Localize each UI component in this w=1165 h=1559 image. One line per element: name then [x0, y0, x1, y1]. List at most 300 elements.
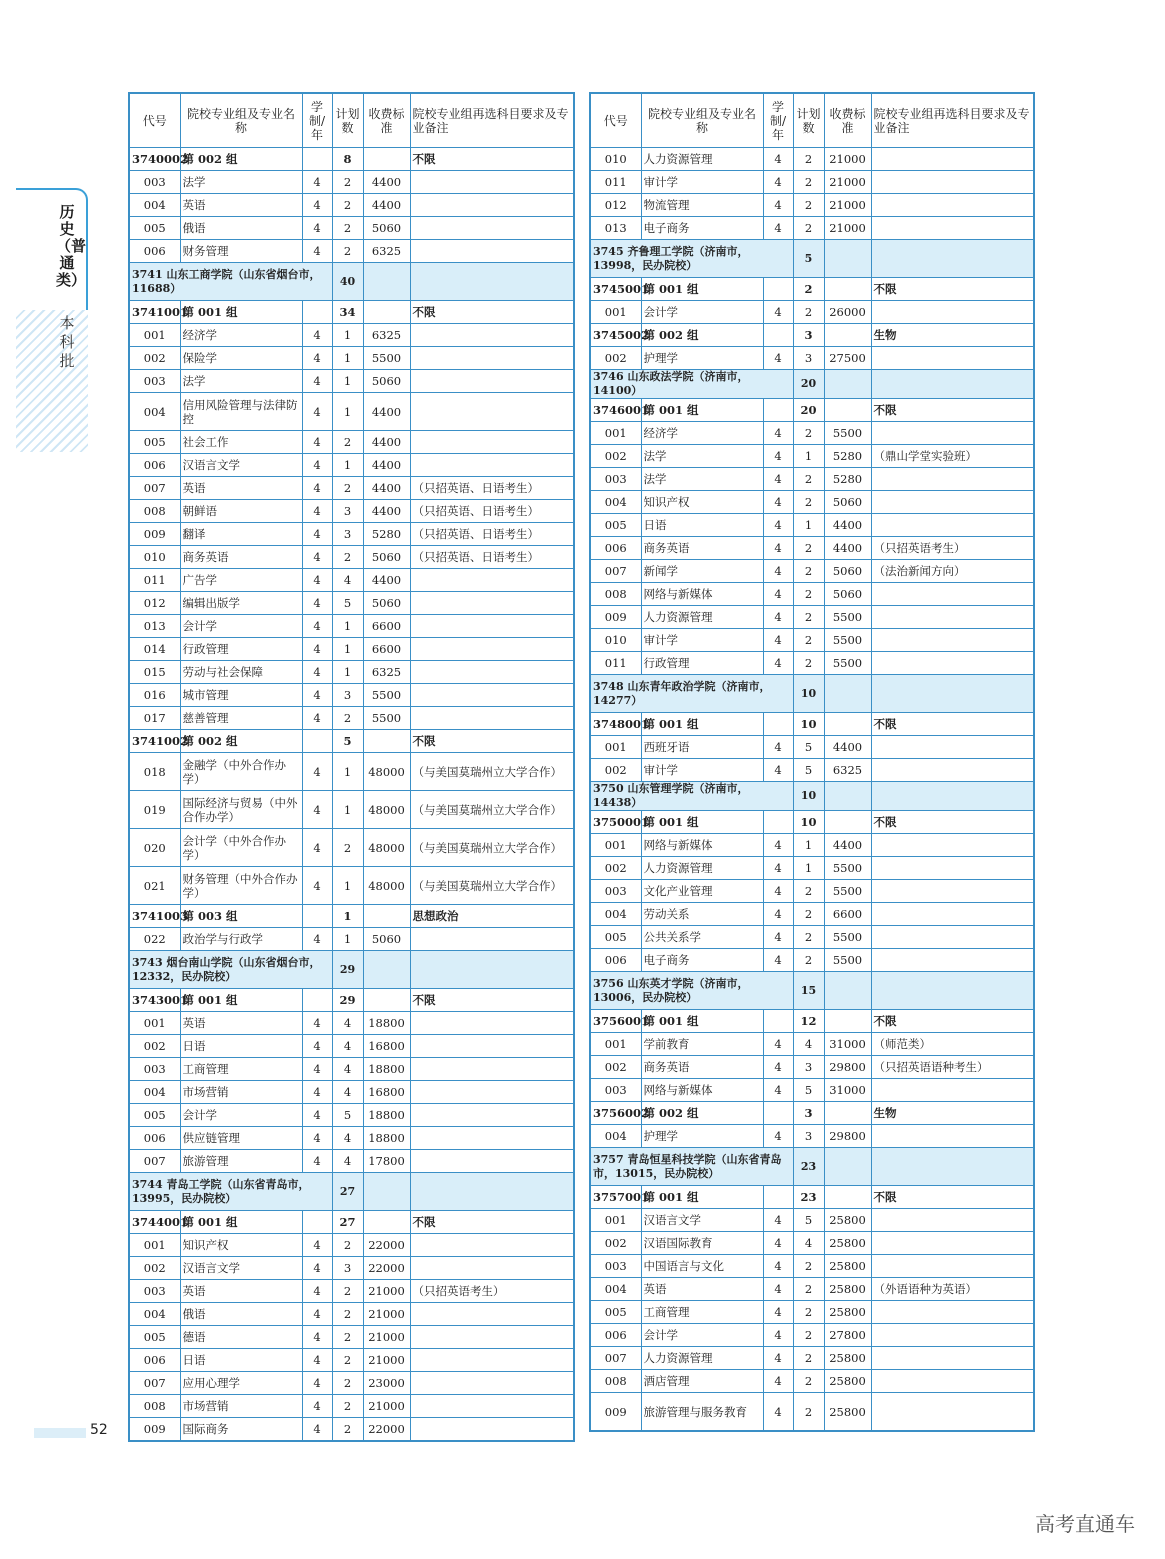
major-row: [590, 1125, 1034, 1148]
major-row: [590, 468, 1034, 491]
note-cell: [410, 454, 574, 477]
plan-cell: 2: [793, 278, 824, 301]
name-cell: 信用风险管理与法律防控: [180, 393, 302, 431]
major-row: [129, 1280, 574, 1303]
years-cell: 4: [763, 1209, 793, 1232]
major-row: [590, 537, 1034, 560]
plan-cell: 2: [332, 1349, 363, 1372]
note-cell: [871, 857, 1034, 880]
major-row: [590, 1079, 1034, 1102]
major-row: [590, 1347, 1034, 1370]
code-cell: 003: [590, 880, 641, 903]
note-cell: [871, 1347, 1034, 1370]
name-cell: 工商管理: [180, 1058, 302, 1081]
note-cell: [410, 1127, 574, 1150]
header-fee: 收费标准: [363, 93, 410, 148]
plan-cell: 2: [332, 829, 363, 867]
fee-cell: [824, 1102, 871, 1125]
note-cell: [410, 1035, 574, 1058]
major-row: [129, 829, 574, 867]
plan-cell: 2: [793, 652, 824, 675]
note-cell: [871, 949, 1034, 972]
years-cell: 4: [763, 857, 793, 880]
name-cell: 网络与新媒体: [641, 1079, 763, 1102]
header-plan: 计划数: [332, 93, 363, 148]
plan-cell: 2: [332, 707, 363, 730]
note-cell: 生物: [871, 324, 1034, 347]
years-cell: 4: [302, 1127, 332, 1150]
school-empty: [871, 675, 1034, 713]
years-cell: 4: [763, 468, 793, 491]
major-row: [129, 171, 574, 194]
years-cell: 4: [763, 1347, 793, 1370]
years-cell: 4: [302, 638, 332, 661]
school-empty: [824, 675, 871, 713]
major-row: [590, 1033, 1034, 1056]
header-years: 学制/年: [763, 93, 793, 148]
plan-cell: 4: [793, 1232, 824, 1255]
plan-cell: 3: [332, 523, 363, 546]
major-row: [590, 880, 1034, 903]
fee-cell: 5500: [824, 629, 871, 652]
side-tab-batch: 本科批: [59, 314, 75, 370]
note-cell: [871, 583, 1034, 606]
major-row: [590, 629, 1034, 652]
major-row: [129, 791, 574, 829]
years-cell: 4: [302, 477, 332, 500]
major-row: [129, 684, 574, 707]
note-cell: [410, 1395, 574, 1418]
years-cell: [763, 324, 793, 347]
group-row: [590, 1186, 1034, 1209]
fee-cell: 4400: [363, 431, 410, 454]
note-cell: [410, 1418, 574, 1442]
years-cell: 4: [302, 347, 332, 370]
major-row: [590, 1278, 1034, 1301]
name-cell: 网络与新媒体: [641, 834, 763, 857]
plan-cell: 23: [793, 1186, 824, 1209]
code-cell: 012: [590, 194, 641, 217]
years-cell: [763, 1010, 793, 1033]
name-cell: 第 001 组: [180, 989, 302, 1012]
fee-cell: 5280: [363, 523, 410, 546]
code-cell: 006: [129, 454, 180, 477]
fee-cell: 5280: [824, 468, 871, 491]
plan-cell: 20: [793, 399, 824, 422]
code-cell: 007: [590, 560, 641, 583]
years-cell: [763, 278, 793, 301]
code-cell: 3756002: [590, 1102, 641, 1125]
plan-cell: 2: [793, 468, 824, 491]
note-cell: （法治新闻方向）: [871, 560, 1034, 583]
plan-cell: 2: [332, 1234, 363, 1257]
name-cell: 知识产权: [641, 491, 763, 514]
plan-cell: 2: [793, 1301, 824, 1324]
note-cell: [410, 1234, 574, 1257]
name-cell: 会计学: [180, 615, 302, 638]
years-cell: 4: [302, 592, 332, 615]
major-row: [129, 615, 574, 638]
plan-cell: 2: [793, 880, 824, 903]
code-cell: 006: [129, 240, 180, 263]
plan-cell: 2: [793, 1324, 824, 1347]
name-cell: 日语: [180, 1035, 302, 1058]
fee-cell: 5060: [824, 491, 871, 514]
plan-cell: 2: [332, 194, 363, 217]
plan-cell: 3: [793, 324, 824, 347]
major-row: [590, 1255, 1034, 1278]
major-row: [129, 500, 574, 523]
major-row: [590, 1209, 1034, 1232]
group-row: [129, 301, 574, 324]
major-row: [590, 301, 1034, 324]
major-row: [129, 240, 574, 263]
group-row: [590, 1102, 1034, 1125]
fee-cell: [363, 301, 410, 324]
name-cell: 英语: [180, 1012, 302, 1035]
code-cell: 006: [590, 1324, 641, 1347]
code-cell: 001: [590, 834, 641, 857]
fee-cell: 17800: [363, 1150, 410, 1173]
plan-cell: 1: [332, 928, 363, 951]
plan-cell: 2: [332, 1418, 363, 1442]
name-cell: 英语: [180, 1280, 302, 1303]
plan-cell: 1: [332, 638, 363, 661]
fee-cell: 21000: [824, 171, 871, 194]
name-cell: 俄语: [180, 217, 302, 240]
code-cell: 006: [129, 1127, 180, 1150]
plan-cell: 1: [332, 454, 363, 477]
school-empty: [824, 782, 871, 811]
note-cell: [871, 301, 1034, 324]
note-cell: [871, 468, 1034, 491]
header-note: 院校专业组再选科目要求及专业备注: [410, 93, 574, 148]
plan-cell: 4: [332, 1081, 363, 1104]
code-cell: 006: [129, 1349, 180, 1372]
fee-cell: 5500: [363, 707, 410, 730]
name-cell: 法学: [180, 171, 302, 194]
major-row: [129, 661, 574, 684]
code-cell: 017: [129, 707, 180, 730]
note-cell: [410, 171, 574, 194]
note-cell: [410, 661, 574, 684]
fee-cell: 18800: [363, 1127, 410, 1150]
major-row: [129, 431, 574, 454]
note-cell: （只招英语、日语考生）: [410, 546, 574, 569]
code-cell: 009: [590, 606, 641, 629]
note-cell: [410, 370, 574, 393]
years-cell: 4: [302, 791, 332, 829]
years-cell: [763, 399, 793, 422]
school-empty: [871, 1148, 1034, 1186]
school-empty: [410, 1173, 574, 1211]
major-row: [129, 1081, 574, 1104]
name-cell: 朝鲜语: [180, 500, 302, 523]
years-cell: 4: [302, 324, 332, 347]
name-cell: 商务英语: [641, 1056, 763, 1079]
plan-cell: 5: [793, 736, 824, 759]
name-cell: 俄语: [180, 1303, 302, 1326]
note-cell: 不限: [410, 148, 574, 171]
school-empty: [363, 263, 410, 301]
name-cell: 法学: [641, 445, 763, 468]
fee-cell: 6325: [363, 240, 410, 263]
note-cell: 不限: [871, 811, 1034, 834]
note-cell: [410, 324, 574, 347]
years-cell: 4: [302, 867, 332, 905]
code-cell: 002: [590, 1232, 641, 1255]
name-cell: 第 001 组: [641, 399, 763, 422]
note-cell: [871, 1232, 1034, 1255]
years-cell: 4: [763, 1370, 793, 1393]
fee-cell: [363, 989, 410, 1012]
major-row: [129, 928, 574, 951]
fee-cell: 25800: [824, 1209, 871, 1232]
code-cell: 3745002: [590, 324, 641, 347]
code-cell: 012: [129, 592, 180, 615]
major-row: [590, 491, 1034, 514]
plan-cell: 1: [793, 445, 824, 468]
years-cell: 4: [302, 171, 332, 194]
group-row: [129, 730, 574, 753]
note-cell: [410, 217, 574, 240]
note-cell: [871, 148, 1034, 171]
major-row: [590, 652, 1034, 675]
note-cell: [410, 431, 574, 454]
fee-cell: 26000: [824, 301, 871, 324]
note-cell: [871, 347, 1034, 370]
years-cell: 4: [763, 1301, 793, 1324]
code-cell: 002: [590, 1056, 641, 1079]
fee-cell: 21000: [824, 148, 871, 171]
code-cell: 011: [129, 569, 180, 592]
plan-cell: 2: [332, 431, 363, 454]
school-name: 3745 齐鲁理工学院（济南市，13998，民办院校）: [590, 240, 793, 278]
name-cell: 第 001 组: [180, 301, 302, 324]
name-cell: 汉语国际教育: [641, 1232, 763, 1255]
code-cell: 011: [590, 171, 641, 194]
code-cell: 003: [590, 1079, 641, 1102]
note-cell: [410, 194, 574, 217]
years-cell: [302, 730, 332, 753]
code-cell: 3748001: [590, 713, 641, 736]
fee-cell: 5500: [824, 926, 871, 949]
name-cell: 翻译: [180, 523, 302, 546]
code-cell: 003: [129, 1280, 180, 1303]
major-row: [129, 1127, 574, 1150]
name-cell: 城市管理: [180, 684, 302, 707]
school-empty: [410, 263, 574, 301]
fee-cell: 6600: [363, 615, 410, 638]
major-row: [590, 514, 1034, 537]
fee-cell: 16800: [363, 1081, 410, 1104]
fee-cell: 5060: [363, 592, 410, 615]
school-empty: [363, 951, 410, 989]
fee-cell: [363, 905, 410, 928]
plan-cell: 1: [332, 753, 363, 791]
plan-cell: 2: [793, 629, 824, 652]
note-cell: [410, 569, 574, 592]
plan-cell: 2: [793, 1278, 824, 1301]
major-row: [590, 445, 1034, 468]
fee-cell: 4400: [824, 736, 871, 759]
plan-cell: 4: [332, 1035, 363, 1058]
code-cell: 004: [590, 491, 641, 514]
name-cell: 慈善管理: [180, 707, 302, 730]
major-row: [590, 857, 1034, 880]
name-cell: 行政管理: [180, 638, 302, 661]
school-plan: 20: [793, 370, 824, 399]
school-empty: [824, 370, 871, 399]
major-row: [129, 477, 574, 500]
name-cell: 汉语言文学: [180, 1257, 302, 1280]
years-cell: 4: [763, 171, 793, 194]
plan-cell: 2: [793, 217, 824, 240]
plan-cell: 3: [793, 1125, 824, 1148]
major-row: [590, 606, 1034, 629]
note-cell: [871, 1393, 1034, 1432]
school-name: 3750 山东管理学院（济南市，14438）: [590, 782, 793, 811]
fee-cell: 18800: [363, 1104, 410, 1127]
code-cell: 008: [129, 1395, 180, 1418]
code-cell: 008: [129, 500, 180, 523]
years-cell: [302, 989, 332, 1012]
note-cell: [871, 194, 1034, 217]
fee-cell: 4400: [824, 834, 871, 857]
table-body-right: [590, 148, 1034, 1432]
group-row: [129, 905, 574, 928]
code-cell: 002: [129, 1257, 180, 1280]
plan-cell: 27: [332, 1211, 363, 1234]
major-row: [129, 1372, 574, 1395]
name-cell: 商务英语: [641, 537, 763, 560]
code-cell: 007: [129, 1150, 180, 1173]
name-cell: 人力资源管理: [641, 857, 763, 880]
code-cell: 005: [590, 514, 641, 537]
years-cell: 4: [302, 1326, 332, 1349]
plan-cell: 1: [332, 905, 363, 928]
name-cell: 供应链管理: [180, 1127, 302, 1150]
years-cell: 4: [763, 652, 793, 675]
side-tab-category: 历史（普通类）: [56, 203, 87, 289]
fee-cell: 21000: [363, 1280, 410, 1303]
code-cell: 006: [590, 537, 641, 560]
name-cell: 德语: [180, 1326, 302, 1349]
header-fee: 收费标准: [824, 93, 871, 148]
fee-cell: 48000: [363, 829, 410, 867]
note-cell: [871, 606, 1034, 629]
code-cell: 002: [590, 759, 641, 782]
code-cell: 021: [129, 867, 180, 905]
name-cell: 广告学: [180, 569, 302, 592]
major-row: [590, 194, 1034, 217]
code-cell: 003: [129, 370, 180, 393]
name-cell: 应用心理学: [180, 1372, 302, 1395]
plan-cell: 2: [793, 949, 824, 972]
code-cell: 005: [129, 431, 180, 454]
note-cell: （师范类）: [871, 1033, 1034, 1056]
name-cell: 中国语言与文化: [641, 1255, 763, 1278]
fee-cell: 18800: [363, 1058, 410, 1081]
fee-cell: [824, 1186, 871, 1209]
code-cell: 3746001: [590, 399, 641, 422]
code-cell: 001: [129, 1012, 180, 1035]
fee-cell: 48000: [363, 791, 410, 829]
name-cell: 审计学: [641, 171, 763, 194]
school-empty: [871, 972, 1034, 1010]
note-cell: [871, 926, 1034, 949]
code-cell: 010: [129, 546, 180, 569]
code-cell: 009: [129, 523, 180, 546]
major-row: [590, 1301, 1034, 1324]
code-cell: 010: [590, 629, 641, 652]
school-row: [590, 240, 1034, 278]
fee-cell: 4400: [363, 393, 410, 431]
plan-cell: 3: [793, 347, 824, 370]
fee-cell: 25800: [824, 1347, 871, 1370]
note-cell: 不限: [410, 301, 574, 324]
years-cell: 4: [763, 1125, 793, 1148]
fee-cell: 5060: [363, 370, 410, 393]
school-empty: [824, 240, 871, 278]
years-cell: 4: [302, 1395, 332, 1418]
code-cell: 004: [590, 1278, 641, 1301]
code-cell: 007: [129, 1372, 180, 1395]
name-cell: 第 001 组: [641, 1186, 763, 1209]
header-name: 院校专业组及专业名称: [641, 93, 763, 148]
school-empty: [824, 972, 871, 1010]
fee-cell: 4400: [824, 537, 871, 560]
group-row: [590, 1010, 1034, 1033]
plan-cell: 5: [332, 1104, 363, 1127]
note-cell: （与美国莫瑞州立大学合作）: [410, 753, 574, 791]
code-cell: 004: [590, 903, 641, 926]
code-cell: 3750001: [590, 811, 641, 834]
years-cell: 4: [763, 880, 793, 903]
code-cell: 3741003: [129, 905, 180, 928]
years-cell: 4: [302, 1280, 332, 1303]
school-empty: [871, 240, 1034, 278]
code-cell: 014: [129, 638, 180, 661]
school-empty: [363, 1173, 410, 1211]
years-cell: 4: [763, 537, 793, 560]
years-cell: 4: [763, 606, 793, 629]
code-cell: 009: [129, 1418, 180, 1442]
note-cell: 不限: [410, 730, 574, 753]
fee-cell: [824, 1010, 871, 1033]
name-cell: 会计学: [641, 301, 763, 324]
fee-cell: 5060: [363, 546, 410, 569]
name-cell: 审计学: [641, 759, 763, 782]
fee-cell: 25800: [824, 1278, 871, 1301]
fee-cell: 25800: [824, 1393, 871, 1432]
fee-cell: 6325: [824, 759, 871, 782]
plan-cell: 4: [332, 569, 363, 592]
note-cell: [871, 217, 1034, 240]
years-cell: 4: [302, 1058, 332, 1081]
code-cell: 002: [129, 1035, 180, 1058]
code-cell: 001: [590, 1209, 641, 1232]
years-cell: [763, 1186, 793, 1209]
fee-cell: 29800: [824, 1125, 871, 1148]
note-cell: [410, 1104, 574, 1127]
note-cell: [871, 1079, 1034, 1102]
years-cell: 4: [302, 1150, 332, 1173]
years-cell: 4: [763, 194, 793, 217]
plan-cell: 5: [332, 592, 363, 615]
fee-cell: 29800: [824, 1056, 871, 1079]
school-empty: [871, 370, 1034, 399]
